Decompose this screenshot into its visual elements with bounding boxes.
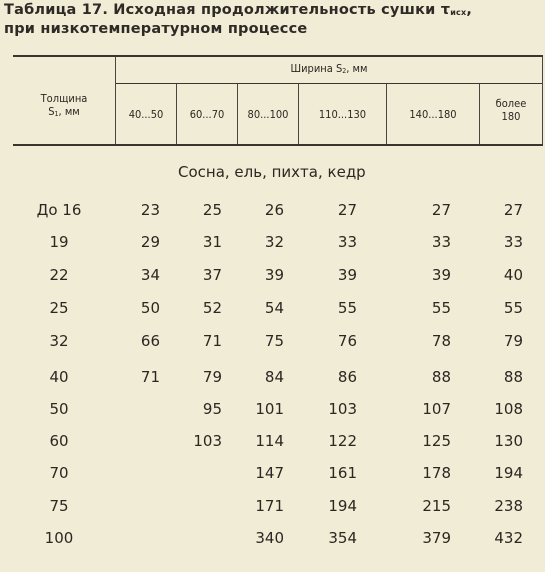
table-cell: 101 (255, 400, 284, 418)
table-cell: 31 (202, 233, 222, 251)
table-cell: 79 (202, 368, 222, 386)
table-cell: 55 (503, 299, 523, 317)
table-cell: 26 (264, 201, 284, 219)
table-right-border (542, 57, 543, 144)
row-label: 22 (49, 266, 69, 284)
col-header-2: 60...70 (189, 108, 225, 121)
table-cell: 125 (422, 432, 451, 450)
table-cell: 108 (494, 400, 523, 418)
table-cell: 194 (494, 464, 523, 482)
table-cell: 27 (503, 201, 523, 219)
table-cell: 54 (264, 299, 284, 317)
table-title (4, 2, 544, 38)
row-label: 50 (49, 400, 69, 418)
table-cell: 122 (328, 432, 357, 450)
table-title-line2: при низкотемпературном процессе (4, 21, 308, 37)
table-cell: 379 (422, 529, 451, 547)
row-label: 100 (44, 529, 74, 547)
table-cell: 39 (264, 266, 284, 284)
table-cell: 33 (337, 233, 357, 251)
section-title: Сосна, ель, пихта, кедр (178, 163, 366, 181)
table-cell: 84 (264, 368, 284, 386)
table-cell: 340 (255, 529, 284, 547)
table-cell: 25 (202, 201, 222, 219)
table-cell: 86 (337, 368, 357, 386)
table-cell: 39 (431, 266, 451, 284)
table-cell: 79 (503, 332, 523, 350)
row-label: 19 (49, 233, 69, 251)
col-header-4: 110...130 (318, 108, 367, 121)
table-cell: 71 (140, 368, 160, 386)
col-header-3: 80...100 (247, 108, 289, 121)
table-cell: 88 (503, 368, 523, 386)
header-top-rule (13, 55, 543, 57)
table-cell: 33 (431, 233, 451, 251)
table-cell: 52 (202, 299, 222, 317)
table-cell: 71 (202, 332, 222, 350)
table-cell: 114 (255, 432, 284, 450)
row-label: 40 (49, 368, 69, 386)
row-label: 60 (49, 432, 69, 450)
row-label: 25 (49, 299, 69, 317)
table-cell: 39 (337, 266, 357, 284)
col-header-6: более 180 (495, 97, 527, 123)
table-cell: 23 (140, 201, 160, 219)
table-cell: 432 (494, 529, 523, 547)
table-cell: 178 (422, 464, 451, 482)
width-header: Ширина S2, мм (290, 62, 368, 75)
header-bottom-rule (13, 144, 543, 146)
table-cell: 171 (255, 497, 284, 515)
row-label: 70 (49, 464, 69, 482)
table-cell: 194 (328, 497, 357, 515)
table-cell: 75 (264, 332, 284, 350)
table-cell: 33 (503, 233, 523, 251)
table-cell: 78 (431, 332, 451, 350)
table-cell: 161 (328, 464, 357, 482)
thickness-header: Толщина S1, мм (40, 92, 88, 118)
table-cell: 147 (255, 464, 284, 482)
row-label: 32 (49, 332, 69, 350)
table-title-line1: Таблица 17. Исходная продолжительность сушки τисх, (4, 2, 473, 18)
table-cell: 95 (202, 400, 222, 418)
table-cell: 37 (202, 266, 222, 284)
table-cell: 27 (337, 201, 357, 219)
table-cell: 55 (337, 299, 357, 317)
table-cell: 34 (140, 266, 160, 284)
table-cell: 88 (431, 368, 451, 386)
table-cell: 103 (193, 432, 222, 450)
table-cell: 215 (422, 497, 451, 515)
table-cell: 29 (140, 233, 160, 251)
table-cell: 27 (431, 201, 451, 219)
table-cell: 40 (503, 266, 523, 284)
table-cell: 238 (494, 497, 523, 515)
table-cell: 130 (494, 432, 523, 450)
row-label: 75 (49, 497, 69, 515)
row-label: До 16 (36, 201, 82, 219)
table-cell: 32 (264, 233, 284, 251)
table-cell: 107 (422, 400, 451, 418)
table-cell: 103 (328, 400, 357, 418)
col-header-5: 140...180 (409, 108, 457, 121)
col-header-1: 40...50 (128, 108, 164, 121)
table-cell: 76 (337, 332, 357, 350)
table-cell: 354 (328, 529, 357, 547)
table-cell: 55 (431, 299, 451, 317)
table-cell: 50 (140, 299, 160, 317)
table-cell: 66 (140, 332, 160, 350)
